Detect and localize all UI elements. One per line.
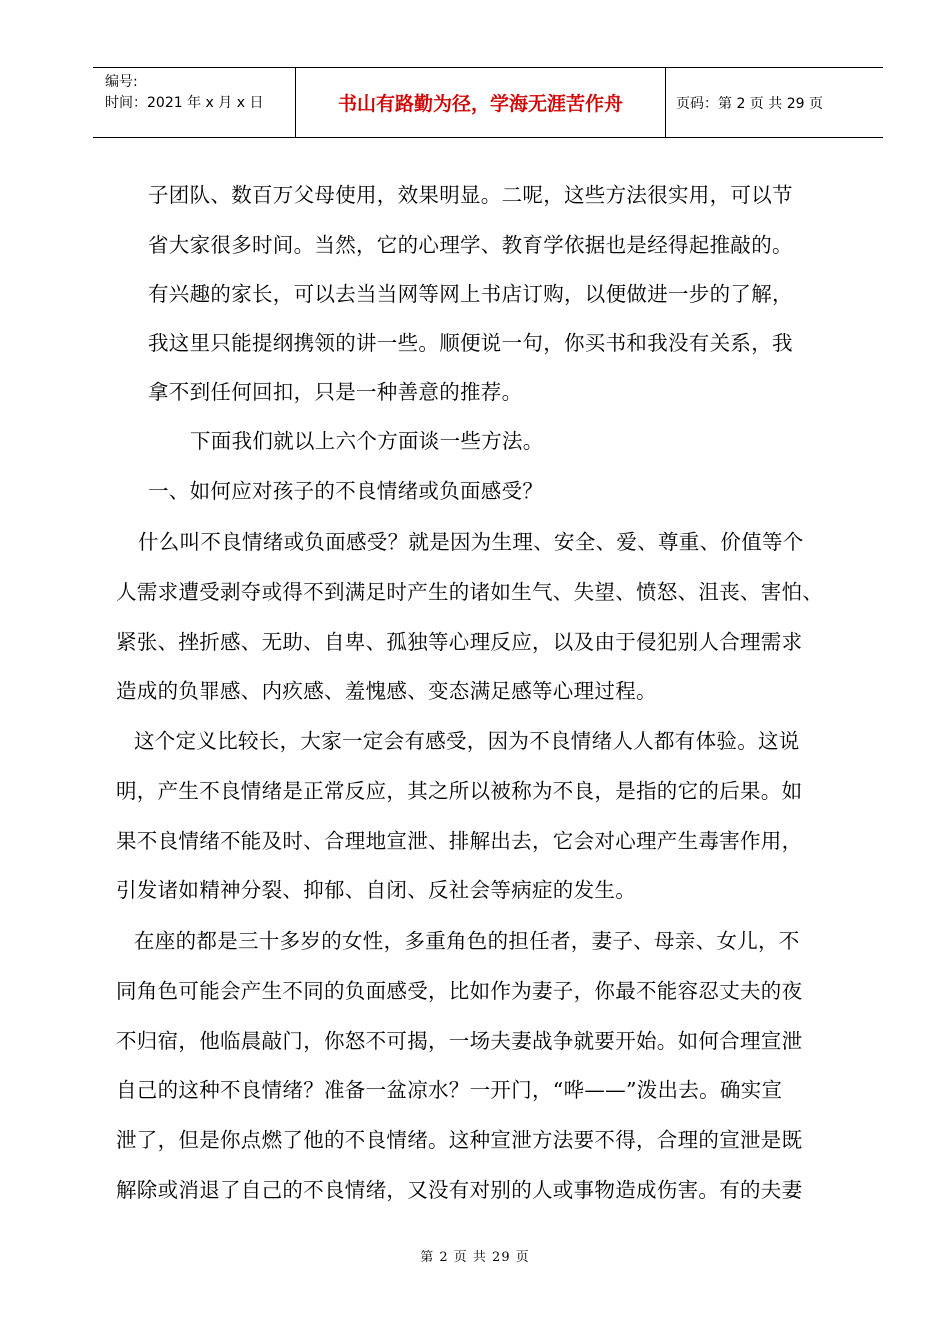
- body-line: 果不良情绪不能及时、合理地宣泄、排解出去，它会对心理产生毒害作用，: [116, 829, 803, 853]
- body-line: 不归宿，他临晨敲门，你怒不可揭，一场夫妻战争就要开始。如何合理宣泄: [116, 1029, 803, 1053]
- body-line: 我这里只能提纲携领的讲一些。顺便说一句，你买书和我没有关系，我: [148, 331, 793, 355]
- time-label: 时间：2021 年 x 月 x 日: [105, 95, 264, 111]
- body-line: 有兴趣的家长，可以去当当网等网上书店订购，以便做进一步的了解，: [148, 282, 793, 306]
- body-line: 在座的都是三十多岁的女性，多重角色的担任者，妻子、母亲、女儿，不: [134, 929, 800, 953]
- body-line: 子团队、数百万父母使用，效果明显。二呢，这些方法很实用，可以节: [148, 183, 793, 207]
- body-line: 什么叫不良情绪或负面感受？就是因为生理、安全、爱、尊重、价值等个: [138, 530, 804, 554]
- body-line: 紧张、挫折感、无助、自卑、孤独等心理反应，以及由于侵犯别人合理需求: [116, 630, 803, 654]
- body-line: 泄了，但是你点燃了他的不良情绪。这种宣泄方法要不得，合理的宣泄是既: [116, 1128, 803, 1152]
- body-line: 人需求遭受剥夺或得不到满足时产生的诸如生气、失望、愤怒、沮丧、害怕、: [116, 580, 824, 604]
- body-line: 拿不到任何回扣，只是一种善意的推荐。: [148, 380, 523, 404]
- body-line: 明，产生不良情绪是正常反应，其之所以被称为不良，是指的它的后果。如: [116, 779, 803, 803]
- body-line: 造成的负罪感、内疚感、羞愧感、变态满足感等心理过程。: [116, 679, 657, 703]
- header-meta: [93, 68, 295, 137]
- body-line: 自己的这种不良情绪？准备一盆凉水？一开门，“哗——”泼出去。确实宣: [116, 1078, 783, 1102]
- body-line: 引发诸如精神分裂、抑郁、自闭、反社会等病症的发生。: [116, 878, 636, 902]
- section-heading: 一、如何应对孩子的不良情绪或负面感受？: [148, 479, 544, 503]
- body-line: 这个定义比较长，大家一定会有感受，因为不良情绪人人都有体验。这说: [134, 729, 800, 753]
- header-page-info: 页码：第 2 页 共 29 页: [676, 95, 823, 112]
- body-line: 省大家很多时间。当然，它的心理学、教育学依据也是经得起推敲的。: [148, 233, 793, 257]
- page-footer: 第 2 页 共 29 页: [420, 1250, 530, 1265]
- body-line: 下面我们就以上六个方面谈一些方法。: [190, 429, 544, 453]
- body-line: 解除或消退了自己的不良情绪，又没有对别的人或事物造成伤害。有的夫妻: [116, 1178, 803, 1202]
- page-header: [93, 67, 883, 138]
- body-line: 同角色可能会产生不同的负面感受，比如作为妻子，你最不能容忍丈夫的夜: [116, 979, 803, 1003]
- serial-label: 编号:: [105, 74, 138, 90]
- header-motto: 书山有路勤为径，学海无涯苦作舟: [295, 68, 666, 137]
